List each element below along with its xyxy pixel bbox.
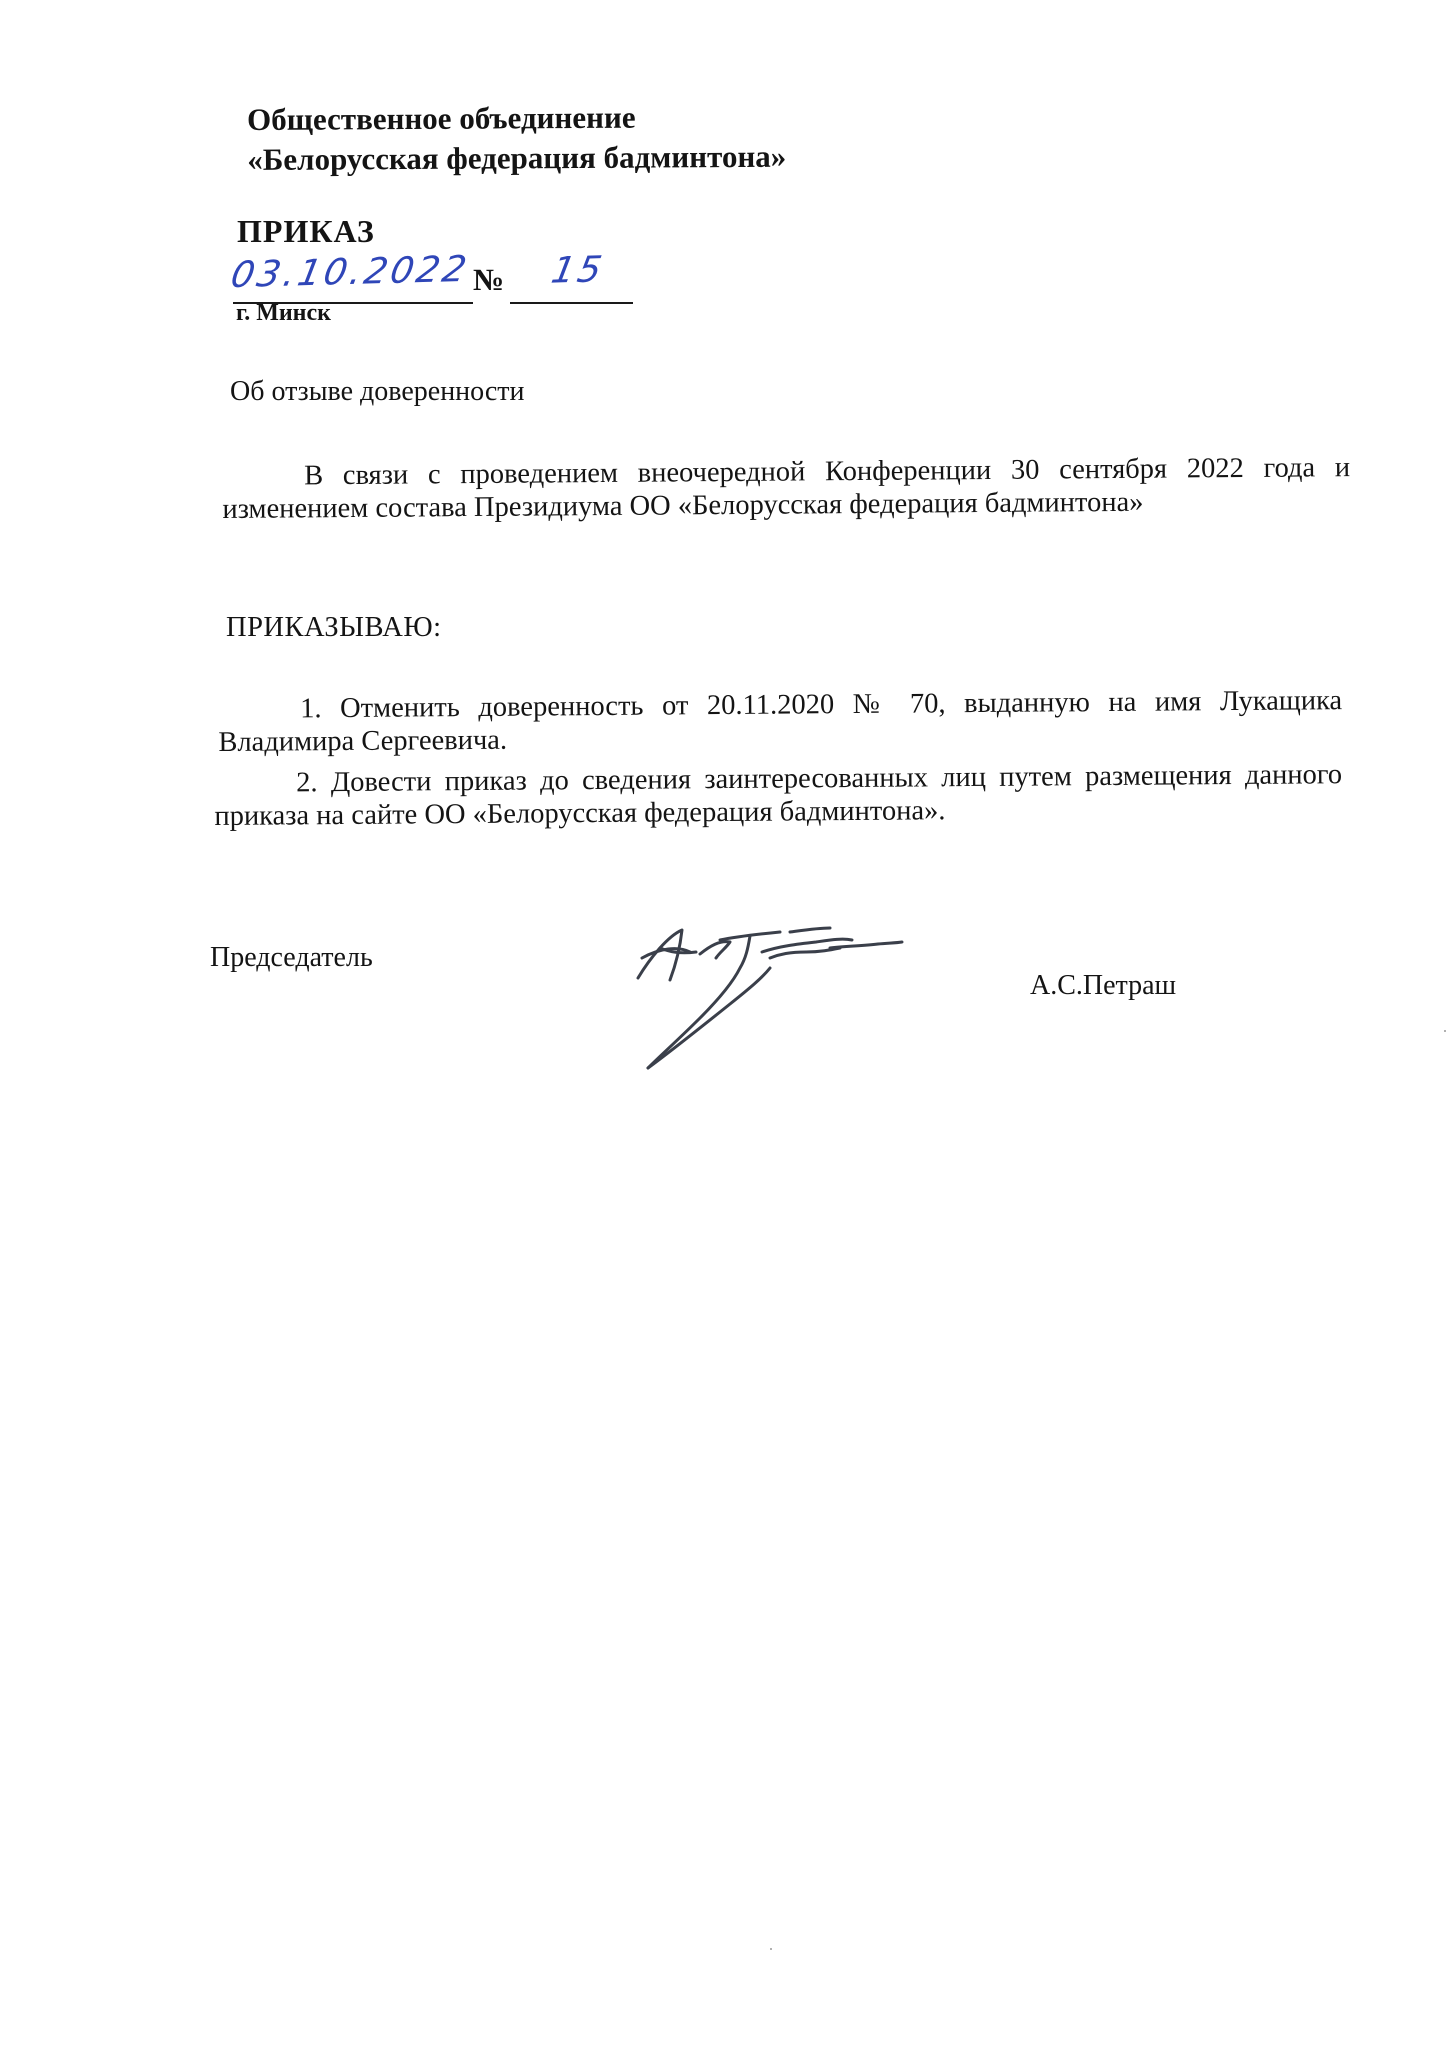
scan-speck (770, 1948, 772, 1950)
order-item-2: 2. Довести приказ до сведения заинтересованных лиц путем размещения данного приказа на сайте ОО «Белорусская федерация бадминтона». (214, 759, 1343, 832)
issue-city: г. Минск (236, 300, 331, 326)
intro-paragraph: В связи с проведением внеочередной Конференции 30 сентября 2022 года и изменением состава Президиума ОО «Белорусская федерация бадминтона» (222, 452, 1351, 525)
organization-name (247, 97, 786, 180)
organization-name-line1: Общественное объединение (247, 99, 636, 137)
order-subject: Об отзыве доверенности (230, 376, 525, 407)
orders-heading: ПРИКАЗЫВАЮ: (226, 612, 442, 643)
scan-speck (1444, 1030, 1446, 1032)
order-item-1: 1. Отменить доверенность от 20.11.2020 № 70, выданную на имя Лукащика Владимира Сергеевича. (218, 685, 1343, 758)
number-sign: № (473, 262, 505, 297)
handwritten-date: 03.10.2022 (227, 248, 473, 297)
document-type-title: ПРИКАЗ (237, 213, 375, 249)
signer-title: Председатель (210, 942, 373, 973)
handwritten-order-number: 15 (548, 249, 608, 292)
signer-name: А.С.Петраш (1030, 970, 1177, 1001)
handwritten-signature (630, 918, 920, 1088)
organization-name-line2: «Белорусская федерация бадминтона» (247, 138, 787, 177)
